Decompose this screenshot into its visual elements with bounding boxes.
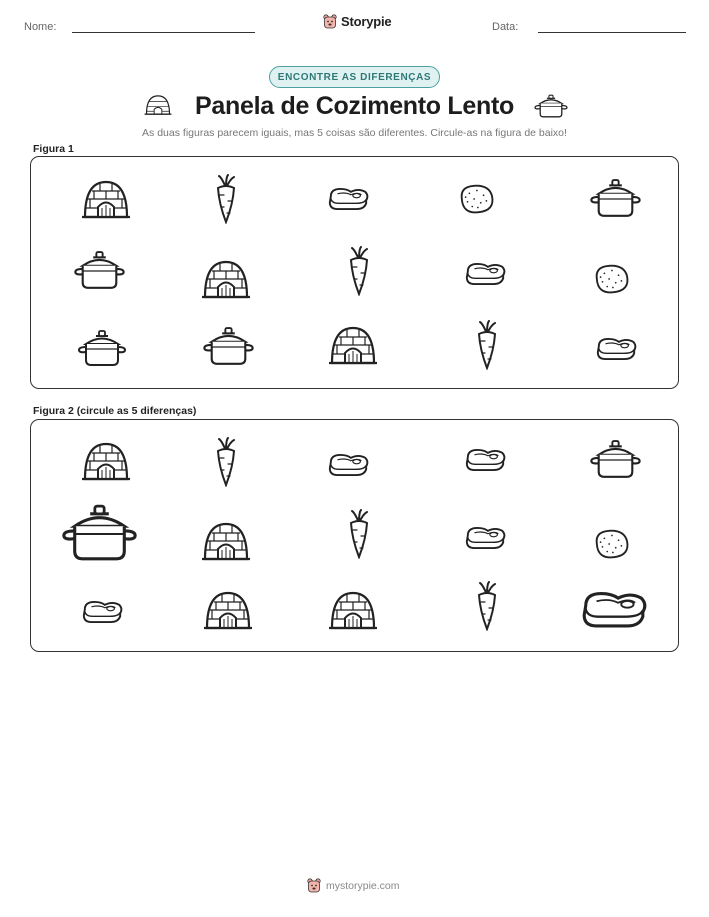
igloo-icon[interactable]: [202, 588, 254, 632]
steak-icon[interactable]: [326, 185, 370, 214]
igloo-icon[interactable]: [200, 257, 252, 301]
pot-icon[interactable]: [588, 439, 643, 481]
pot-icon[interactable]: [59, 503, 140, 565]
igloo-icon[interactable]: [80, 439, 132, 483]
igloo-icon[interactable]: [327, 588, 379, 632]
brand: [323, 14, 391, 29]
storypie-logo-icon: [307, 878, 321, 893]
page-title: Panela de Cozimento Lento: [195, 92, 514, 120]
figure2-label: Figura 2 (circule as 5 diferenças): [33, 405, 197, 417]
date-label: Data:: [492, 21, 519, 33]
igloo-icon[interactable]: [327, 323, 379, 367]
igloo-icon[interactable]: [200, 519, 252, 563]
steak-icon[interactable]: [578, 587, 649, 634]
figure1-label: Figura 1: [33, 143, 74, 155]
steak-icon[interactable]: [326, 451, 370, 480]
activity-badge: ENCONTRE AS DIFERENÇAS: [269, 66, 440, 88]
instructions: As duas figuras parecem iguais, mas 5 coisas são diferentes. Circule-as na figura de baixo!: [142, 127, 567, 139]
pot-icon[interactable]: [201, 326, 256, 368]
carrot-icon[interactable]: [346, 246, 372, 296]
carrot-icon[interactable]: [213, 174, 239, 224]
potato-icon[interactable]: [455, 182, 497, 216]
steak-icon[interactable]: [80, 598, 124, 627]
steak-icon[interactable]: [463, 524, 507, 553]
pot-icon[interactable]: [72, 250, 127, 292]
pot-icon[interactable]: [588, 178, 643, 220]
potato-icon[interactable]: [590, 527, 632, 561]
igloo-icon[interactable]: [80, 177, 132, 221]
steak-icon[interactable]: [463, 446, 507, 475]
footer-url: mystorypie.com: [326, 879, 400, 892]
carrot-icon[interactable]: [346, 509, 372, 559]
storypie-logo-icon: [323, 14, 337, 29]
name-label: Nome:: [24, 21, 57, 33]
steak-icon[interactable]: [463, 260, 507, 289]
carrot-icon[interactable]: [213, 437, 239, 487]
footer: [307, 878, 400, 893]
potato-icon[interactable]: [590, 262, 632, 296]
date-field[interactable]: [538, 32, 686, 33]
figure1-panel: [30, 156, 679, 389]
pot-icon[interactable]: [76, 329, 128, 369]
name-field[interactable]: [72, 32, 255, 33]
brand-name: Storypie: [341, 14, 392, 29]
figure2-panel: [30, 419, 679, 652]
carrot-icon[interactable]: [474, 581, 500, 631]
steak-icon[interactable]: [594, 335, 638, 364]
carrot-icon[interactable]: [474, 320, 500, 370]
title-pot-icon: [533, 92, 569, 125]
